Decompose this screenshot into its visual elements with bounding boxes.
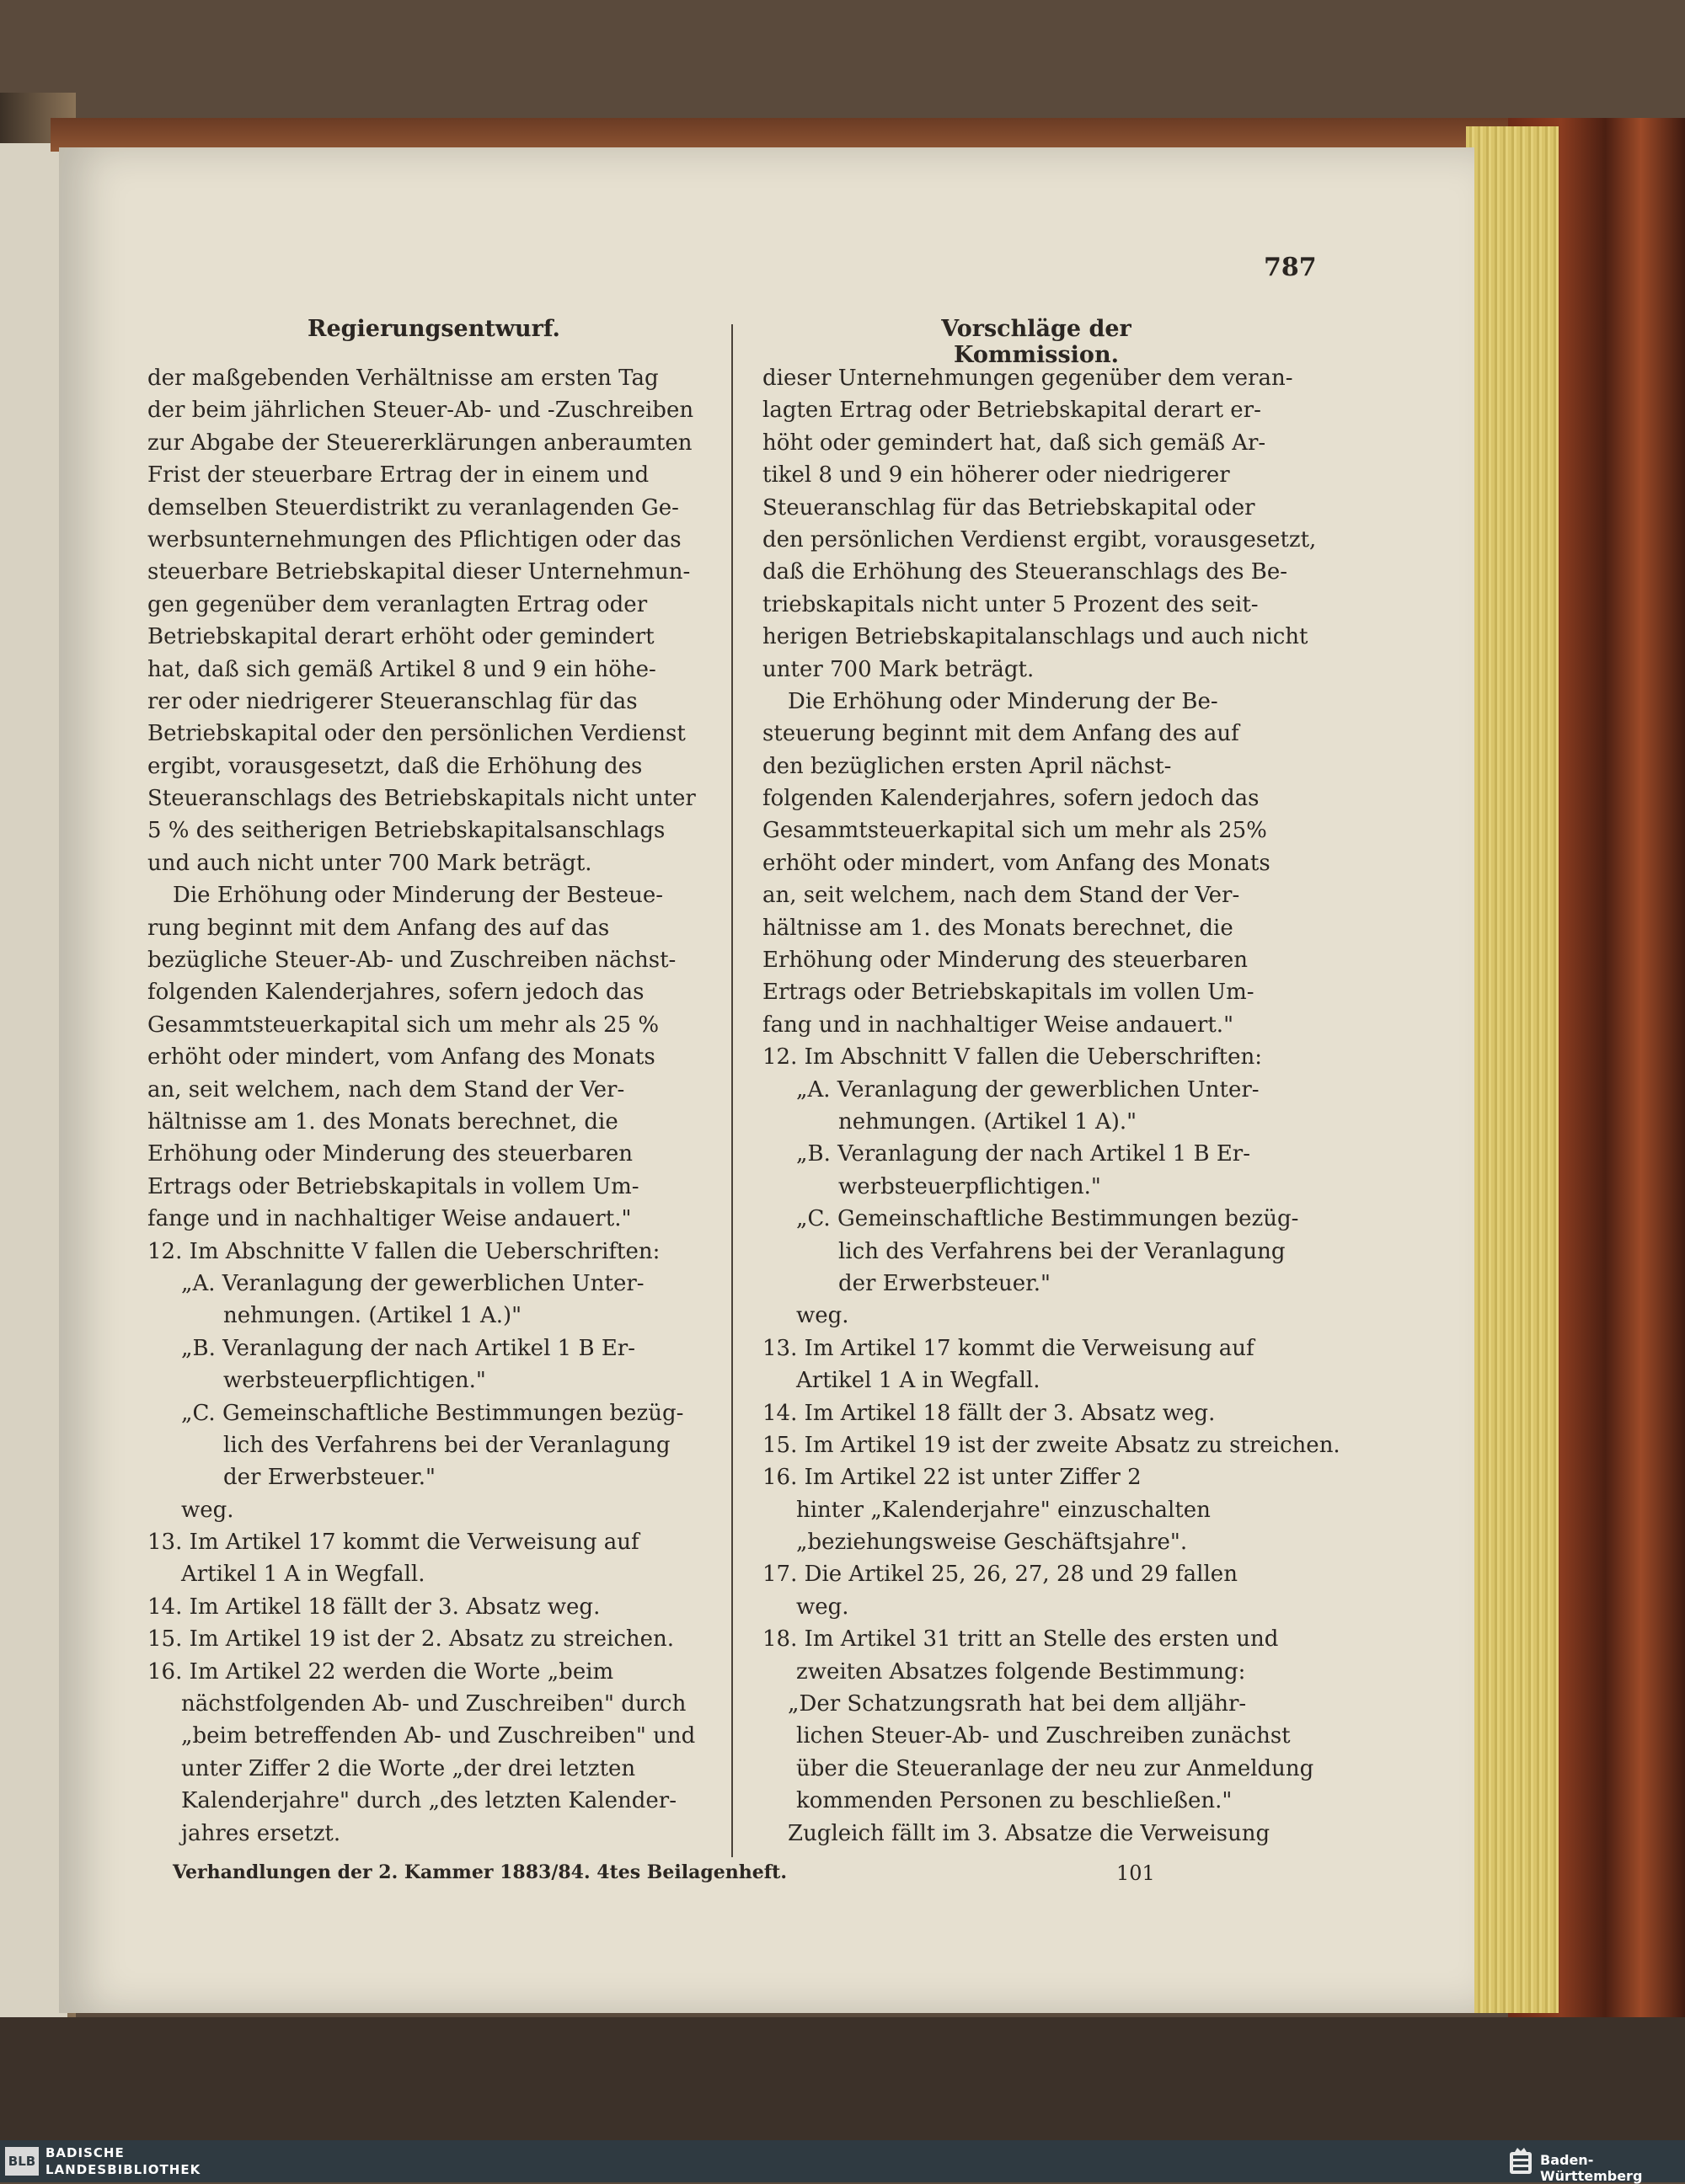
text-line: an, seit welchem, nach dem Stand der Ver-	[762, 883, 1240, 909]
text-line: dieser Unternehmungen gegenüber dem veran-	[762, 366, 1293, 391]
text-line: weg.	[796, 1303, 849, 1329]
text-line: Steueranschlags des Betriebskapitals nicht unter	[147, 786, 696, 812]
text-line: 12. Im Abschnitte V fallen die Ueberschriften:	[147, 1238, 661, 1264]
text-line: Die Erhöhung oder Minderung der Be-	[788, 688, 1218, 714]
text-line: 16. Im Artikel 22 ist unter Ziffer 2	[762, 1465, 1142, 1491]
column-divider	[731, 324, 733, 1857]
text-line: der maßgebenden Verhältnisse am ersten Tag	[147, 366, 659, 391]
text-line: an, seit welchem, nach dem Stand der Ver-	[147, 1076, 625, 1103]
text-line: über die Steueranlage der neu zur Anmeldung	[796, 1755, 1314, 1781]
text-line: Artikel 1 A in Wegfall.	[181, 1562, 425, 1588]
page-number: 787	[1264, 253, 1317, 282]
text-line: rung beginnt mit dem Anfang des auf das	[147, 915, 610, 941]
text-line: bezügliche Steuer-Ab- und Zuschreiben nächst-	[147, 948, 677, 974]
left-column-text	[147, 362, 695, 1850]
scan-background	[0, 2017, 1685, 2140]
text-line: der beim jährlichen Steuer-Ab- und -Zuschreiben	[147, 398, 694, 424]
text-line: unter Ziffer 2 die Worte „der drei letzten	[181, 1755, 636, 1781]
text-line: Erhöhung oder Minderung des steuerbaren	[762, 948, 1248, 974]
text-line: triebskapitals nicht unter 5 Prozent des seit-	[762, 591, 1259, 617]
text-line: herigen Betriebskapitalanschlags und auch nicht	[762, 624, 1308, 650]
text-line: 15. Im Artikel 19 ist der 2. Absatz zu streichen.	[147, 1626, 675, 1653]
right-column-text	[762, 362, 1340, 1850]
text-line: werbsunternehmungen des Pflichtigen oder das	[147, 526, 682, 553]
state-coat-of-arms-icon	[1508, 2147, 1533, 2176]
text-line: 15. Im Artikel 19 ist der zweite Absatz zu streichen.	[762, 1432, 1340, 1458]
text-line: hat, daß sich gemäß Artikel 8 und 9 ein höhe-	[147, 656, 656, 682]
text-line: höht oder gemindert hat, daß sich gemäß Ar-	[762, 430, 1266, 456]
text-line: 12. Im Abschnitt V fallen die Ueberschriften:	[762, 1044, 1263, 1071]
text-line: kommenden Personen zu beschließen."	[796, 1788, 1233, 1814]
text-line: „B. Veranlagung der nach Artikel 1 B Er-	[181, 1335, 636, 1361]
text-line: lichen Steuer-Ab- und Zuschreiben zunächst	[796, 1723, 1291, 1749]
text-line: „B. Veranlagung der nach Artikel 1 B Er-	[796, 1141, 1251, 1167]
text-line: nehmungen. (Artikel 1 A)."	[838, 1108, 1137, 1135]
text-line: Erhöhung oder Minderung des steuerbaren	[147, 1141, 633, 1167]
text-line: Kalenderjahre" durch „des letzten Kalender-	[181, 1788, 677, 1814]
text-line: Betriebskapital oder den persönlichen Verdienst	[147, 721, 686, 747]
text-line: rer oder niedrigerer Steueranschlag für das	[147, 688, 638, 714]
text-line: erhöht oder mindert, vom Anfang des Monats	[762, 850, 1270, 876]
text-line: den bezüglichen ersten April nächst-	[762, 753, 1172, 779]
text-line: zweiten Absatzes folgende Bestimmung:	[796, 1658, 1246, 1685]
text-line: und auch nicht unter 700 Mark beträgt.	[147, 850, 592, 876]
text-line: „beziehungsweise Geschäftsjahre".	[796, 1530, 1188, 1556]
text-line: werbsteuerpflichtigen."	[838, 1173, 1101, 1199]
text-line: 18. Im Artikel 31 tritt an Stelle des ersten und	[762, 1626, 1279, 1653]
text-line: hinter „Kalenderjahre" einzuschalten	[796, 1497, 1211, 1523]
library-footer-bar	[0, 2140, 1685, 2182]
text-line: „A. Veranlagung der gewerblichen Unter-	[796, 1076, 1260, 1103]
text-line: jahres ersetzt.	[181, 1820, 341, 1846]
text-line: Gesammtsteuerkapital sich um mehr als 25 %	[147, 1012, 660, 1038]
text-line: daß die Erhöhung des Steueranschlags des Be-	[762, 559, 1288, 585]
text-line: Ertrags oder Betriebskapitals in vollem Um-	[147, 1173, 639, 1199]
library-name-line2: LANDESBIBLIOTHEK	[45, 2162, 201, 2177]
text-line: ergibt, vorausgesetzt, daß die Erhöhung des	[147, 753, 643, 779]
signature-number: 101	[1116, 1861, 1155, 1885]
text-line: „C. Gemeinschaftliche Bestimmungen bezüg-	[181, 1400, 684, 1426]
text-line: 13. Im Artikel 17 kommt die Verweisung auf	[762, 1335, 1254, 1361]
text-line: den persönlichen Verdienst ergibt, vorausgesetzt,	[762, 526, 1317, 553]
text-line: lich des Verfahrens bei der Veranlagung	[838, 1238, 1286, 1264]
text-line: lich des Verfahrens bei der Veranlagung	[223, 1432, 671, 1458]
left-page-strip	[0, 143, 67, 2047]
text-line: Die Erhöhung oder Minderung der Besteue-	[173, 883, 663, 909]
text-line: demselben Steuerdistrikt zu veranlagenden Ge-	[147, 494, 679, 521]
text-line: nächstfolgenden Ab- und Zuschreiben" durch	[181, 1691, 687, 1717]
state-name: Baden-Württemberg	[1540, 2152, 1643, 2184]
text-line: weg.	[796, 1594, 849, 1620]
gilded-page-edges	[1466, 126, 1559, 2013]
text-line: fang und in nachhaltiger Weise andauert."	[762, 1012, 1234, 1038]
text-line: Artikel 1 A in Wegfall.	[796, 1368, 1040, 1394]
text-line: Gesammtsteuerkapital sich um mehr als 25%	[762, 818, 1267, 844]
right-column-heading: Vorschläge der Kommission.	[941, 316, 1131, 368]
text-line: Ertrags oder Betriebskapitals im vollen Um-	[762, 980, 1254, 1006]
blb-logo-icon[interactable]: BLB	[5, 2147, 39, 2176]
library-name	[45, 2144, 201, 2178]
text-line: steuerung beginnt mit dem Anfang des auf	[762, 721, 1239, 747]
text-line: tikel 8 und 9 ein höherer oder niedrigerer	[762, 462, 1230, 489]
text-line: fange und in nachhaltiger Weise andauert."	[147, 1206, 632, 1232]
text-line: 14. Im Artikel 18 fällt der 3. Absatz weg.	[147, 1594, 601, 1620]
text-line: erhöht oder mindert, vom Anfang des Monats	[147, 1044, 655, 1071]
footer-publication-line: Verhandlungen der 2. Kammer 1883/84. 4tes Beilagenheft.	[173, 1861, 788, 1883]
text-line: Betriebskapital derart erhöht oder gemindert	[147, 624, 655, 650]
text-line: werbsteuerpflichtigen."	[223, 1368, 486, 1394]
text-line: 13. Im Artikel 17 kommt die Verweisung auf	[147, 1530, 639, 1556]
text-line: steuerbare Betriebskapital dieser Unternehmun-	[147, 559, 691, 585]
text-line: lagten Ertrag oder Betriebskapital derart er-	[762, 398, 1261, 424]
text-line: weg.	[181, 1497, 234, 1523]
text-line: der Erwerbsteuer."	[223, 1465, 436, 1491]
text-line: Frist der steuerbare Ertrag der in einem und	[147, 462, 650, 489]
text-line: 14. Im Artikel 18 fällt der 3. Absatz weg.	[762, 1400, 1216, 1426]
text-line: zur Abgabe der Steuererklärungen anberaumten	[147, 430, 693, 456]
text-line: 16. Im Artikel 22 werden die Worte „beim	[147, 1658, 614, 1685]
book-top-edge	[51, 118, 1533, 152]
text-line: Zugleich fällt im 3. Absatze die Verweisung	[788, 1820, 1270, 1846]
text-line: Steueranschlag für das Betriebskapital oder	[762, 494, 1255, 521]
library-name-line1: BADISCHE	[45, 2145, 125, 2160]
text-line: nehmungen. (Artikel 1 A.)"	[223, 1303, 522, 1329]
text-line: „Der Schatzungsrath hat bei dem alljähr-	[788, 1691, 1247, 1717]
text-line: 17. Die Artikel 25, 26, 27, 28 und 29 fallen	[762, 1562, 1238, 1588]
text-line: folgenden Kalenderjahres, sofern jedoch das	[147, 980, 645, 1006]
text-line: hältnisse am 1. des Monats berechnet, die	[762, 915, 1233, 941]
text-line: „A. Veranlagung der gewerblichen Unter-	[181, 1270, 645, 1296]
text-line: „C. Gemeinschaftliche Bestimmungen bezüg-	[796, 1206, 1299, 1232]
text-line: 5 % des seitherigen Betriebskapitalsanschlags	[147, 818, 666, 844]
left-column-heading: Regierungsentwurf.	[308, 316, 560, 342]
text-line: folgenden Kalenderjahres, sofern jedoch das	[762, 786, 1260, 812]
text-line: „beim betreffenden Ab- und Zuschreiben" und	[181, 1723, 696, 1749]
text-line: gen gegenüber dem veranlagten Ertrag oder	[147, 591, 648, 617]
text-line: unter 700 Mark beträgt.	[762, 656, 1035, 682]
text-line: hältnisse am 1. des Monats berechnet, die	[147, 1108, 618, 1135]
text-line: der Erwerbsteuer."	[838, 1270, 1051, 1296]
